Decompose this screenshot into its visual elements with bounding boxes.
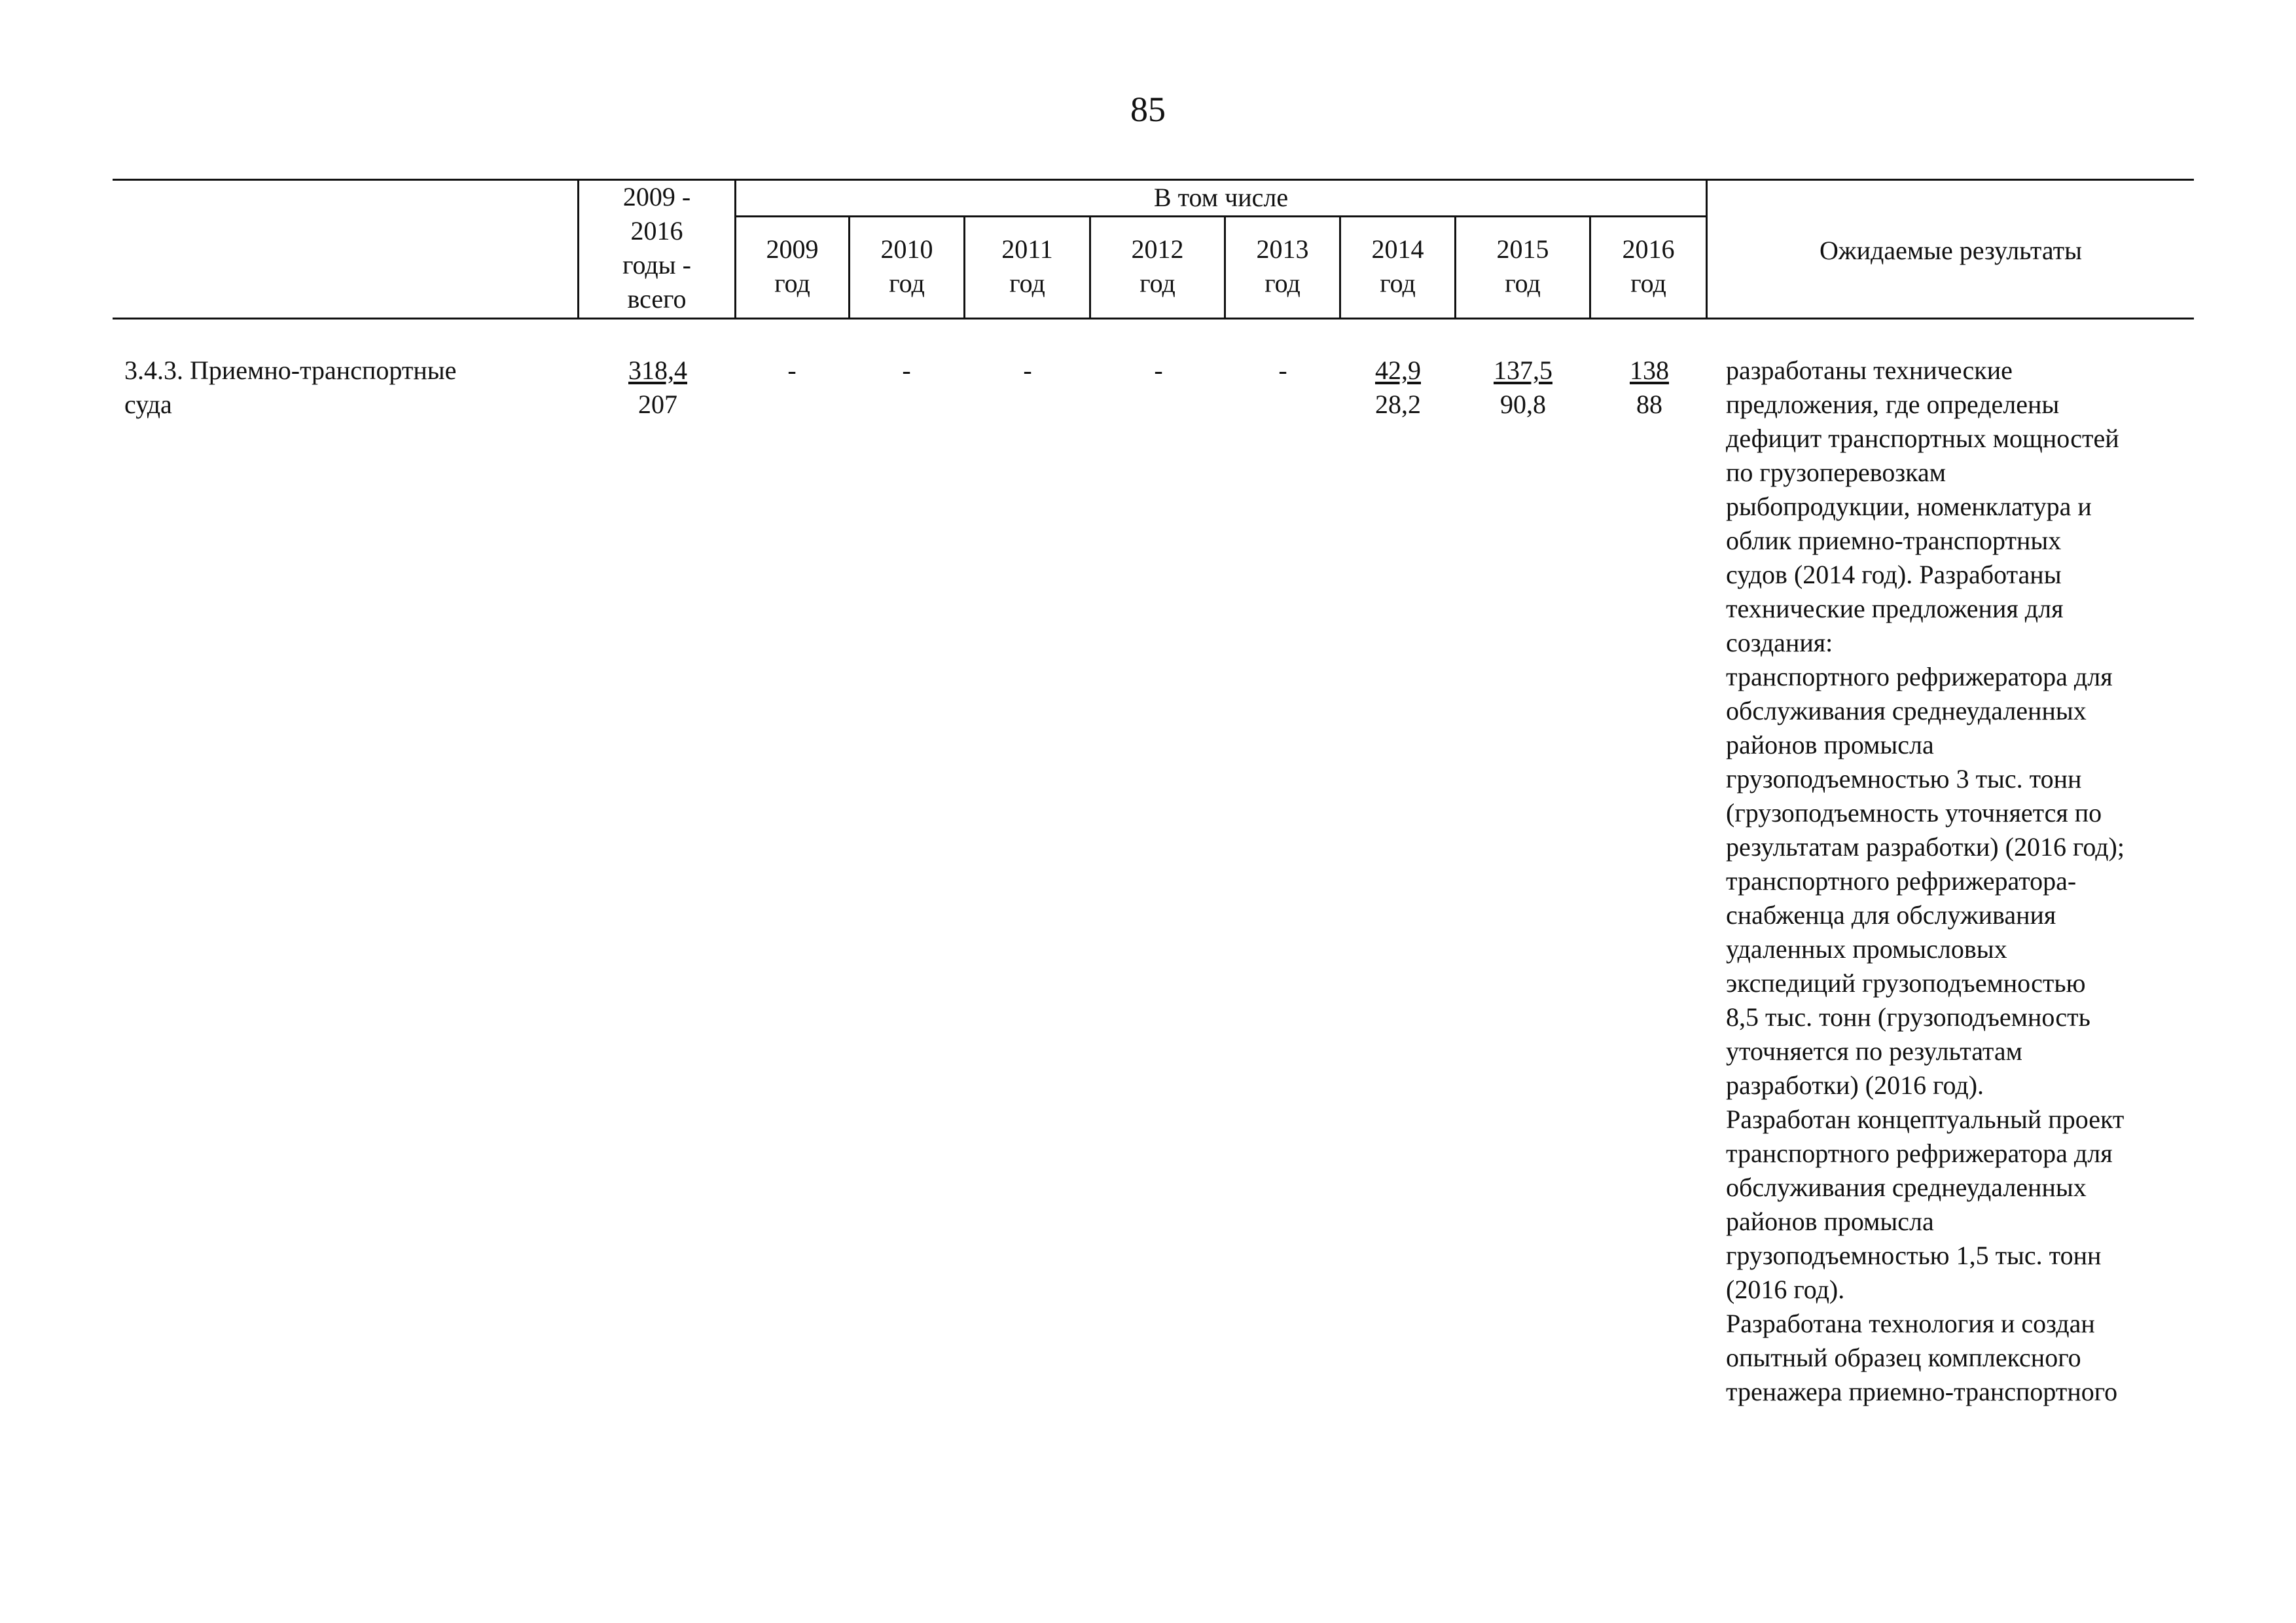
header-year-2009 xyxy=(736,232,848,301)
results-line: разработаны технические xyxy=(1726,356,2013,385)
results-line: результатам разработки) (2016 год); xyxy=(1726,832,2125,862)
cell-value-bottom: 88 xyxy=(1636,390,1662,419)
cell-value-top: - xyxy=(787,356,797,385)
cell-value-top: 42,9 xyxy=(1375,356,1421,385)
header-year-unit: год xyxy=(1505,268,1541,298)
header-year-2016 xyxy=(1591,232,1706,301)
header-total-line: 2016 xyxy=(630,216,683,246)
results-line: дефицит транспортных мощностей xyxy=(1726,424,2119,453)
header-year-2015 xyxy=(1456,232,1589,301)
results-line: районов промысла xyxy=(1726,1207,1934,1236)
cell-value-top: - xyxy=(1023,356,1032,385)
header-year: 2014 xyxy=(1371,234,1424,264)
results-line: грузоподъемностью 1,5 тыс. тонн xyxy=(1726,1241,2102,1270)
results-line: (грузоподъемность уточняется по xyxy=(1726,798,2102,828)
header-year-2014 xyxy=(1341,232,1454,301)
header-year-2011 xyxy=(965,232,1089,301)
results-text xyxy=(1726,354,2125,1409)
cell-value-top: - xyxy=(1154,356,1163,385)
header-year-unit: год xyxy=(1265,268,1300,298)
header-year-unit: год xyxy=(774,268,810,298)
results-line: снабженца для обслуживания xyxy=(1726,900,2056,930)
results-line: экспедиций грузоподъемностью xyxy=(1726,968,2086,998)
header-year-2010 xyxy=(850,232,963,301)
header-year: 2010 xyxy=(880,234,933,264)
results-line: судов (2014 год). Разработаны xyxy=(1726,560,2062,589)
results-line: обслуживания среднеудаленных xyxy=(1726,1173,2087,1202)
results-line: районов промысла xyxy=(1726,730,1934,759)
header-year: 2015 xyxy=(1496,234,1549,264)
results-line: рыбопродукции, номенклатура и xyxy=(1726,492,2092,521)
header-year-unit: год xyxy=(889,268,925,298)
cell-total-bottom: 207 xyxy=(638,390,677,419)
results-line: создания: xyxy=(1726,628,1833,657)
header-year-2013 xyxy=(1226,232,1339,301)
page-number: 85 xyxy=(1130,90,1166,129)
cell-value-top: - xyxy=(902,356,911,385)
cell-value-top: - xyxy=(1278,356,1287,385)
cell-2014 xyxy=(1352,354,1444,422)
results-line: разработки) (2016 год). xyxy=(1726,1070,1984,1100)
header-total-line: всего xyxy=(627,284,687,314)
results-line: Разработан концептуальный проект xyxy=(1726,1104,2125,1134)
header-results: Ожидаемые результаты xyxy=(1820,236,2082,265)
header-year: 2016 xyxy=(1622,234,1675,264)
cell-value-bottom: 90,8 xyxy=(1500,390,1546,419)
results-line: предложения, где определены xyxy=(1726,390,2060,419)
results-line: транспортного рефрижератора- xyxy=(1726,866,2077,896)
cell-value-top: 138 xyxy=(1630,356,1669,385)
header-year-unit: год xyxy=(1380,268,1416,298)
results-line: тренажера приемно-транспортного xyxy=(1726,1377,2118,1406)
results-line: транспортного рефрижератора для xyxy=(1726,662,2113,691)
results-line: (2016 год). xyxy=(1726,1275,1845,1304)
cell-value-bottom: 28,2 xyxy=(1375,390,1421,419)
header-year-unit: год xyxy=(1009,268,1045,298)
header-year: 2009 xyxy=(766,234,819,264)
header-total xyxy=(579,180,734,316)
header-year-unit: год xyxy=(1139,268,1175,298)
header-year: 2013 xyxy=(1256,234,1309,264)
cell-2009 xyxy=(746,354,838,388)
header-bottom-rule xyxy=(113,318,2194,319)
results-line: опытный образец комплексного xyxy=(1726,1343,2081,1372)
header-year: 2011 xyxy=(1001,234,1053,264)
cell-total-top: 318,4 xyxy=(628,356,687,385)
cell-2015 xyxy=(1477,354,1569,422)
header-total-line: годы - xyxy=(622,250,691,280)
header-year-unit: год xyxy=(1630,268,1666,298)
cell-2012 xyxy=(1113,354,1204,388)
header-total-line: 2009 - xyxy=(622,182,691,211)
results-line: технические предложения для xyxy=(1726,594,2064,623)
row-name-line: суда xyxy=(124,390,172,419)
results-line: удаленных промысловых xyxy=(1726,934,2007,964)
group-divider xyxy=(734,215,1707,217)
results-line: обслуживания среднеудаленных xyxy=(1726,696,2087,725)
results-line: облик приемно-транспортных xyxy=(1726,526,2062,555)
results-line: Разработана технология и создан xyxy=(1726,1309,2095,1338)
cell-total xyxy=(612,354,704,422)
cell-2010 xyxy=(861,354,952,388)
cell-2016 xyxy=(1604,354,1695,422)
header-group-label: В том числе xyxy=(1153,183,1289,212)
cell-value-top: 137,5 xyxy=(1494,356,1552,385)
cell-2013 xyxy=(1237,354,1329,388)
results-line: по грузоперевозкам xyxy=(1726,458,1946,487)
row-name xyxy=(124,354,456,422)
header-year: 2012 xyxy=(1131,234,1184,264)
header-year-2012 xyxy=(1091,232,1224,301)
results-line: 8,5 тыс. тонн (грузоподъемность xyxy=(1726,1002,2090,1032)
results-line: грузоподъемностью 3 тыс. тонн xyxy=(1726,764,2082,793)
row-name-line: 3.4.3. Приемно-транспортные xyxy=(124,356,457,385)
cell-2011 xyxy=(982,354,1073,388)
results-line: транспортного рефрижератора для xyxy=(1726,1139,2113,1168)
results-line: уточняется по результатам xyxy=(1726,1036,2022,1066)
